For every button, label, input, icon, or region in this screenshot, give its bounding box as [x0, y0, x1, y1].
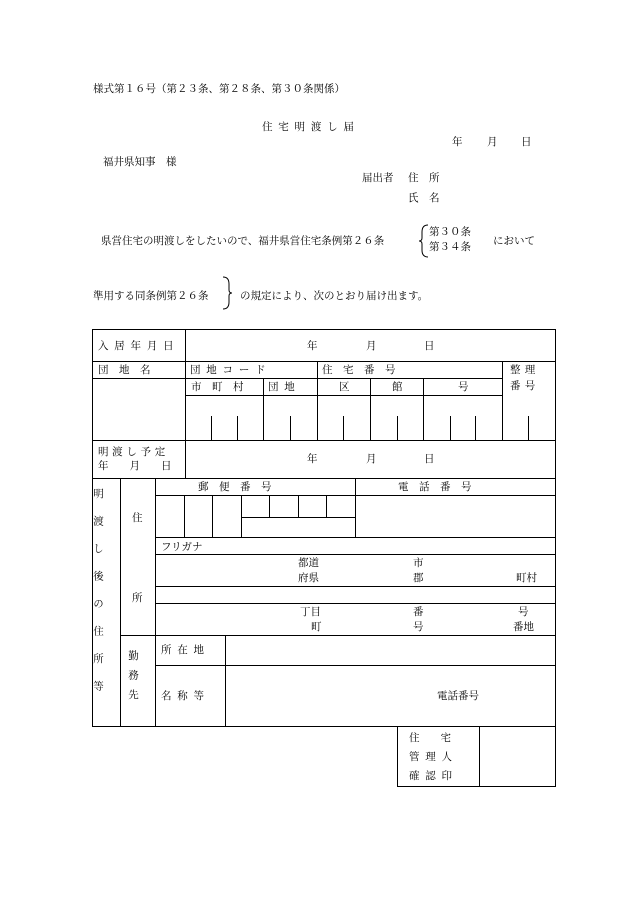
moveout-year: 年: [307, 453, 318, 465]
after-move-address-label: 明渡し後の住所等: [92, 488, 104, 708]
kan-label: 館: [392, 381, 403, 393]
name-label: 氏 名: [408, 192, 440, 204]
postal-code-label: 郵便番号: [198, 481, 282, 493]
option-article-34: 第３４条: [429, 241, 471, 253]
shi-label: 市: [413, 557, 424, 569]
jusho-top-label: 住: [132, 512, 143, 524]
choume-label: 丁目: [300, 606, 321, 618]
applicant-label: 届出者: [362, 172, 394, 184]
moveout-month: 月: [366, 453, 377, 465]
move-in-date-label: 入居年月日: [98, 340, 180, 352]
date-year-label: 年: [452, 136, 463, 148]
phone-label: 電話番号: [398, 481, 482, 493]
workplace-label: 勤務先: [127, 650, 139, 709]
body-line-1: 県営住宅の明渡しをしたいので、福井県営住宅条例第２６条: [101, 235, 385, 247]
seiri-label: 整理: [510, 364, 540, 376]
moveout-day: 日: [424, 453, 435, 465]
form-title: 住宅明渡し届: [262, 121, 360, 133]
house-number-label: 住宅番号: [322, 364, 406, 376]
furigana-label: フリガナ: [161, 541, 203, 553]
address-label: 住 所: [408, 172, 440, 184]
chouson-label: 町村: [516, 572, 537, 584]
body-line-2: 準用する同条例第２６条: [93, 290, 209, 302]
ban-label: 番: [413, 606, 424, 618]
manager-label-3: 確認印: [409, 770, 458, 782]
cho-label: 町: [311, 621, 322, 633]
body-line-1-tail: において: [493, 235, 535, 247]
workplace-phone-label: 電話番号: [437, 690, 479, 702]
form-id: 様式第１６号（第２３条、第２８条、第３０条関係）: [93, 83, 345, 95]
danchi-name-label: 団地名: [98, 364, 161, 376]
move-in-day: 日: [424, 340, 435, 352]
manager-label-1: 住 宅: [409, 732, 451, 744]
move-in-month: 月: [366, 340, 377, 352]
location-label: 所在地: [161, 644, 210, 656]
go3-label: 号: [518, 606, 529, 618]
fuken-label: 府県: [298, 572, 319, 584]
bango-label: 番号: [510, 380, 540, 392]
ku-label: 区: [339, 381, 350, 393]
moveout-label-1: 明渡し予定: [98, 446, 169, 458]
name-etc-label: 名称等: [161, 690, 210, 702]
moveout-label-2: 年 月 日: [98, 460, 172, 472]
date-day-label: 日: [521, 136, 532, 148]
move-in-year: 年: [307, 340, 318, 352]
gun-label: 郡: [413, 572, 424, 584]
addressee: 福井県知事 様: [103, 156, 177, 168]
go-label: 号: [458, 381, 469, 393]
go2-label: 号: [413, 621, 424, 633]
date-month-label: 月: [487, 136, 498, 148]
danchi-code-label: 団地コード: [190, 364, 272, 376]
manager-label-2: 管理人: [409, 751, 458, 763]
danchi-label: 団地: [268, 381, 301, 393]
jusho-bottom-label: 所: [132, 592, 143, 604]
city-label: 市町村: [191, 381, 254, 393]
option-article-30: 第３０条: [429, 226, 471, 238]
banchi-label: 番地: [513, 621, 534, 633]
todo-label: 都道: [298, 557, 319, 569]
body-line-2-tail: の規定により、次のとおり届け出ます。: [240, 290, 429, 302]
